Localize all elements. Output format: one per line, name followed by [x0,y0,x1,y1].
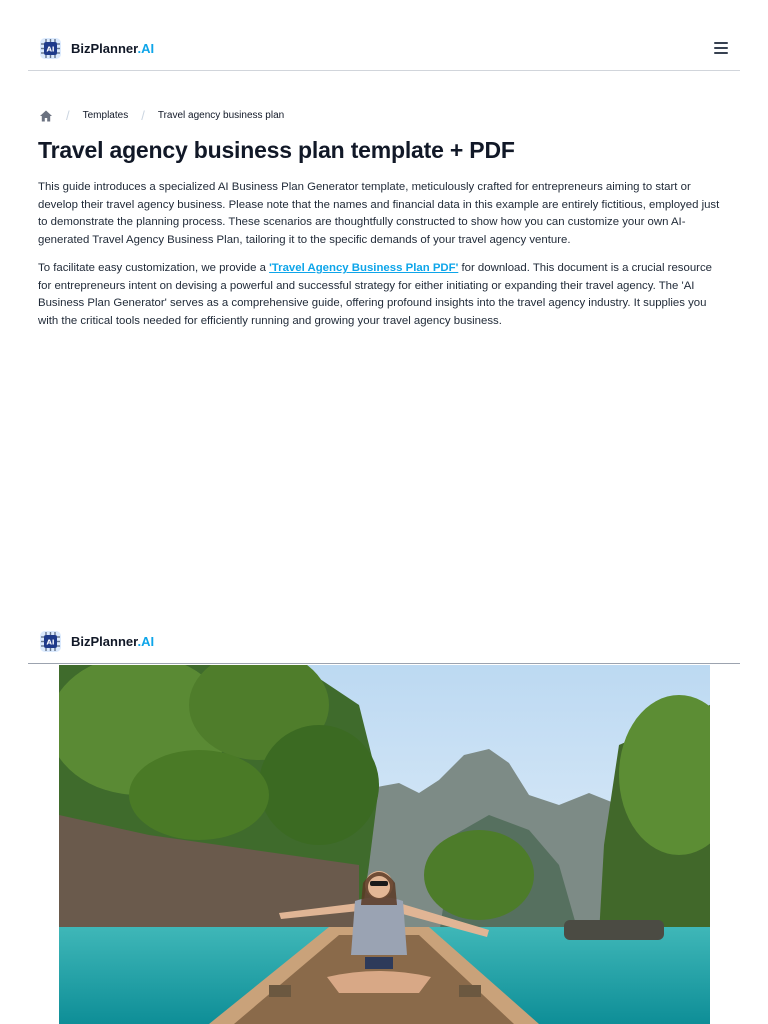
page-title: Travel agency business plan template + PDF [38,137,515,163]
travel-photo-illustration [59,665,710,1024]
hero-image [59,665,710,1024]
home-icon[interactable] [39,109,53,123]
breadcrumb-separator: / [66,108,70,123]
brand-logo[interactable] [38,629,154,654]
ai-chip-icon [38,36,63,61]
brand-name: BizPlanner.AI [71,41,155,56]
site-header [28,27,740,71]
intro-paragraph: This guide introduces a specialized AI Business Plan Generator template, meticulously crafted for entrepreneurs aiming to start or develop their travel agency business. Please note that the names and financial data in this example are entirely fictitious, employed just to demonstrate the planning process. These scenarios are thoughtfully constructed to show how you can customize your own AI-generated Travel Agency Business Plan, tailoring it to the specific demands of your travel agency venture. [38,181,720,246]
svg-text:AI: AI [46,638,55,647]
download-paragraph [38,260,728,330]
breadcrumb-separator: / [141,108,145,123]
brand-name: BizPlanner.AI [71,634,155,649]
download-paragraph-lead: To facilitate easy customization, we provide a [38,262,270,274]
brand-logo[interactable] [38,36,154,61]
banner-header [28,620,740,664]
breadcrumb-item-current: Travel agency business plan [157,110,285,121]
download-paragraph-rest: for download. This document is a crucial resource for entrepreneurs intent on devising a powerful and successful strategy for either initiating or expanding their travel agency. The 'AI Business Plan Generator' serves as a comprehensive guide, offering profound insights into the travel agency industry. It supplies you with the critical tools needed for efficiently running and growing your travel agency business. [38,262,712,327]
svg-text:AI: AI [46,45,55,54]
pdf-download-link[interactable]: 'Travel Agency Business Plan PDF' [269,262,459,274]
ai-chip-icon [38,629,63,654]
breadcrumb [39,108,284,123]
breadcrumb-item-templates[interactable]: Templates [82,110,129,121]
hamburger-menu-icon[interactable] [714,42,728,54]
